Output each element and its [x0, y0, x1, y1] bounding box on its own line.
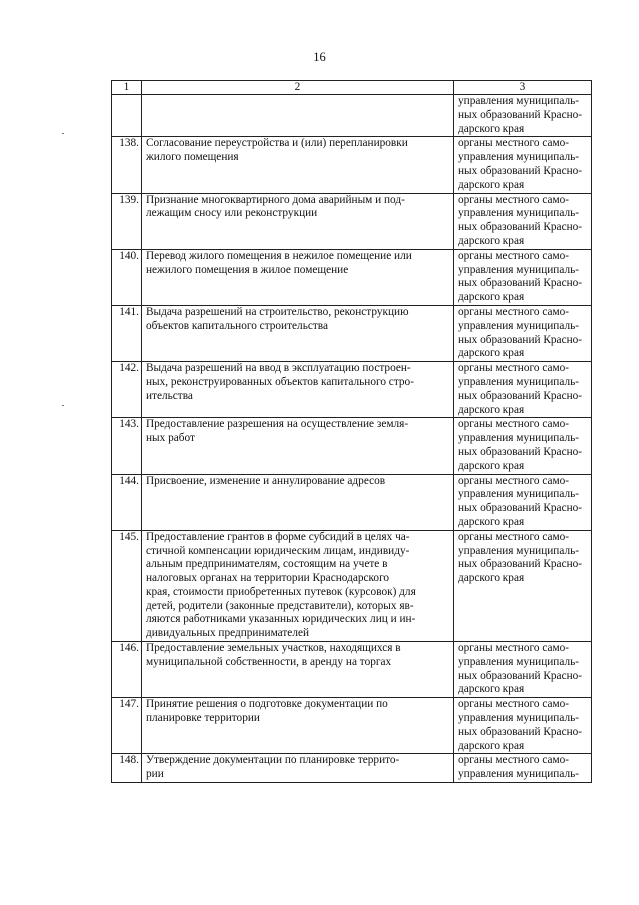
table-row: [112, 362, 592, 418]
authority-line: органы местного само-: [458, 305, 570, 318]
row-number: 140.: [112, 249, 142, 305]
authority-line: органы местного само-: [458, 754, 570, 767]
authority-line: управления муниципаль-: [458, 655, 579, 668]
authority-line: управления муниципаль-: [458, 319, 579, 332]
service-name-cell: [142, 418, 454, 474]
service-name-line: Согласование переустройства и (или) перепланировки: [146, 137, 408, 150]
authority-line: дарского края: [458, 683, 525, 696]
service-name-cell: [142, 193, 454, 249]
authority-cell: [454, 249, 592, 305]
service-name-line: ляются работниками указанных юридических лиц и ин-: [146, 613, 416, 626]
table-row: [112, 137, 592, 193]
services-table: [111, 80, 592, 783]
authority-cell: [454, 362, 592, 418]
authority-line: управления муниципаль-: [458, 207, 579, 220]
table-header-row: [112, 81, 592, 95]
table-row: [112, 193, 592, 249]
service-name-cell: [142, 249, 454, 305]
service-name-line: дивидуальных предпринимателей: [146, 627, 310, 640]
row-number: 144.: [112, 474, 142, 530]
row-number: 142.: [112, 362, 142, 418]
authority-cell: [454, 418, 592, 474]
authority-line: органы местного само-: [458, 362, 570, 375]
service-name-line: Предоставление земельных участков, находящихся в: [146, 642, 401, 655]
authority-line: дарского края: [458, 291, 525, 304]
table-row: [112, 474, 592, 530]
row-number: 138.: [112, 137, 142, 193]
service-name-line: Перевод жилого помещения в нежилое помещение или: [146, 249, 412, 262]
authority-line: дарского края: [458, 122, 525, 135]
service-name-cell: [142, 698, 454, 754]
authority-line: дарского края: [458, 459, 525, 472]
service-name-line: стичной компенсации юридическим лицам, индивиду-: [146, 544, 410, 557]
authority-line: управления муниципаль-: [458, 712, 579, 725]
authority-cell: [454, 530, 592, 641]
margin-mark: [62, 133, 64, 134]
header-col-authority: 3: [454, 81, 592, 95]
table-row: [112, 754, 592, 783]
service-name-line: Выдача разрешений на строительство, реконструкцию: [146, 305, 409, 318]
authority-cell: [454, 698, 592, 754]
service-name-line: Предоставление разрешения на осуществление земля-: [146, 418, 409, 431]
authority-line: органы местного само-: [458, 698, 570, 711]
authority-line: управления муниципаль-: [458, 375, 579, 388]
authority-line: дарского края: [458, 178, 525, 191]
service-name-line: детей, родители (законные представители), которых яв-: [146, 599, 414, 612]
service-name-line: объектов капитального строительства: [146, 319, 328, 332]
row-number: [112, 95, 142, 137]
table-row: [112, 698, 592, 754]
authority-line: органы местного само-: [458, 418, 570, 431]
authority-line: ных образований Красно-: [458, 445, 583, 458]
service-name-line: нежилого помещения в жилое помещение: [146, 263, 349, 276]
service-name-cell: [142, 474, 454, 530]
authority-line: дарского края: [458, 347, 525, 360]
authority-line: управления муниципаль-: [458, 432, 579, 445]
service-name-line: Выдача разрешений на ввод в эксплуатацию построен-: [146, 362, 411, 375]
row-number: 145.: [112, 530, 142, 641]
authority-line: ных образований Красно-: [458, 725, 583, 738]
authority-line: ных образований Красно-: [458, 221, 583, 234]
authority-line: управления муниципаль-: [458, 151, 579, 164]
table-row: [112, 249, 592, 305]
service-name-line: планировке территории: [146, 712, 260, 725]
authority-line: дарского края: [458, 515, 525, 528]
row-number: 139.: [112, 193, 142, 249]
authority-cell: [454, 642, 592, 698]
authority-line: управления муниципаль-: [458, 95, 579, 107]
service-name-cell: [142, 362, 454, 418]
authority-line: органы местного само-: [458, 249, 570, 262]
authority-cell: [454, 754, 592, 783]
authority-line: ных образований Красно-: [458, 502, 583, 515]
authority-line: управления муниципаль-: [458, 768, 579, 781]
authority-cell: [454, 193, 592, 249]
authority-line: управления муниципаль-: [458, 488, 579, 501]
authority-line: ных образований Красно-: [458, 108, 583, 121]
service-name-line: Предоставление грантов в форме субсидий в целях ча-: [146, 530, 410, 543]
service-name-cell: [142, 642, 454, 698]
table-row: [112, 95, 592, 137]
service-name-cell: [142, 95, 454, 137]
authority-line: органы местного само-: [458, 193, 570, 206]
authority-line: дарского края: [458, 234, 525, 247]
authority-line: ных образований Красно-: [458, 558, 583, 571]
service-name-line: ительства: [146, 389, 193, 402]
service-name-line: ных, реконструированных объектов капитального стро-: [146, 375, 414, 388]
table-row: [112, 418, 592, 474]
authority-line: управления муниципаль-: [458, 263, 579, 276]
table-row: [112, 642, 592, 698]
authority-line: дарского края: [458, 739, 525, 752]
service-name-line: рии: [146, 768, 164, 781]
row-number: 143.: [112, 418, 142, 474]
authority-line: органы местного само-: [458, 642, 570, 655]
service-name-line: Принятие решения о подготовке документации по: [146, 698, 388, 711]
authority-line: ных образований Красно-: [458, 164, 583, 177]
service-name-line: налоговых органах на территории Краснодарского: [146, 572, 390, 585]
authority-cell: [454, 305, 592, 361]
service-name-cell: [142, 137, 454, 193]
service-name-line: ных работ: [146, 432, 195, 445]
row-number: 147.: [112, 698, 142, 754]
header-col-service: 2: [142, 81, 454, 95]
service-name-line: Признание многоквартирного дома аварийным и под-: [146, 193, 405, 206]
service-name-line: альным предпринимателям, состоящим на учете в: [146, 558, 388, 571]
service-name-cell: [142, 754, 454, 783]
authority-line: ных образований Красно-: [458, 333, 583, 346]
authority-line: ных образований Красно-: [458, 669, 583, 682]
service-name-line: Утверждение документации по планировке террито-: [146, 754, 400, 767]
authority-line: управления муниципаль-: [458, 544, 579, 557]
authority-line: органы местного само-: [458, 137, 570, 150]
service-name-line: Присвоение, изменение и аннулирование адресов: [146, 474, 386, 487]
table-row: [112, 305, 592, 361]
service-name-line: жилого помещения: [146, 151, 239, 164]
row-number: 146.: [112, 642, 142, 698]
service-name-cell: [142, 530, 454, 641]
page-number: 16: [313, 50, 326, 64]
service-name-line: лежащим сносу или реконструкции: [146, 207, 318, 220]
table-row: [112, 530, 592, 641]
header-col-number: 1: [112, 81, 142, 95]
service-name-cell: [142, 305, 454, 361]
authority-cell: [454, 137, 592, 193]
authority-line: дарского края: [458, 572, 525, 585]
authority-line: органы местного само-: [458, 530, 570, 543]
service-name-line: края, стоимости приобретенных путевок (курсовок) для: [146, 585, 416, 598]
authority-cell: [454, 95, 592, 137]
row-number: 148.: [112, 754, 142, 783]
authority-line: ных образований Красно-: [458, 277, 583, 290]
margin-mark: [62, 405, 64, 406]
row-number: 141.: [112, 305, 142, 361]
authority-cell: [454, 474, 592, 530]
authority-line: ных образований Красно-: [458, 389, 583, 402]
authority-line: дарского края: [458, 403, 525, 416]
service-name-line: муниципальной собственности, в аренду на торгах: [146, 655, 392, 668]
authority-line: органы местного само-: [458, 474, 570, 487]
